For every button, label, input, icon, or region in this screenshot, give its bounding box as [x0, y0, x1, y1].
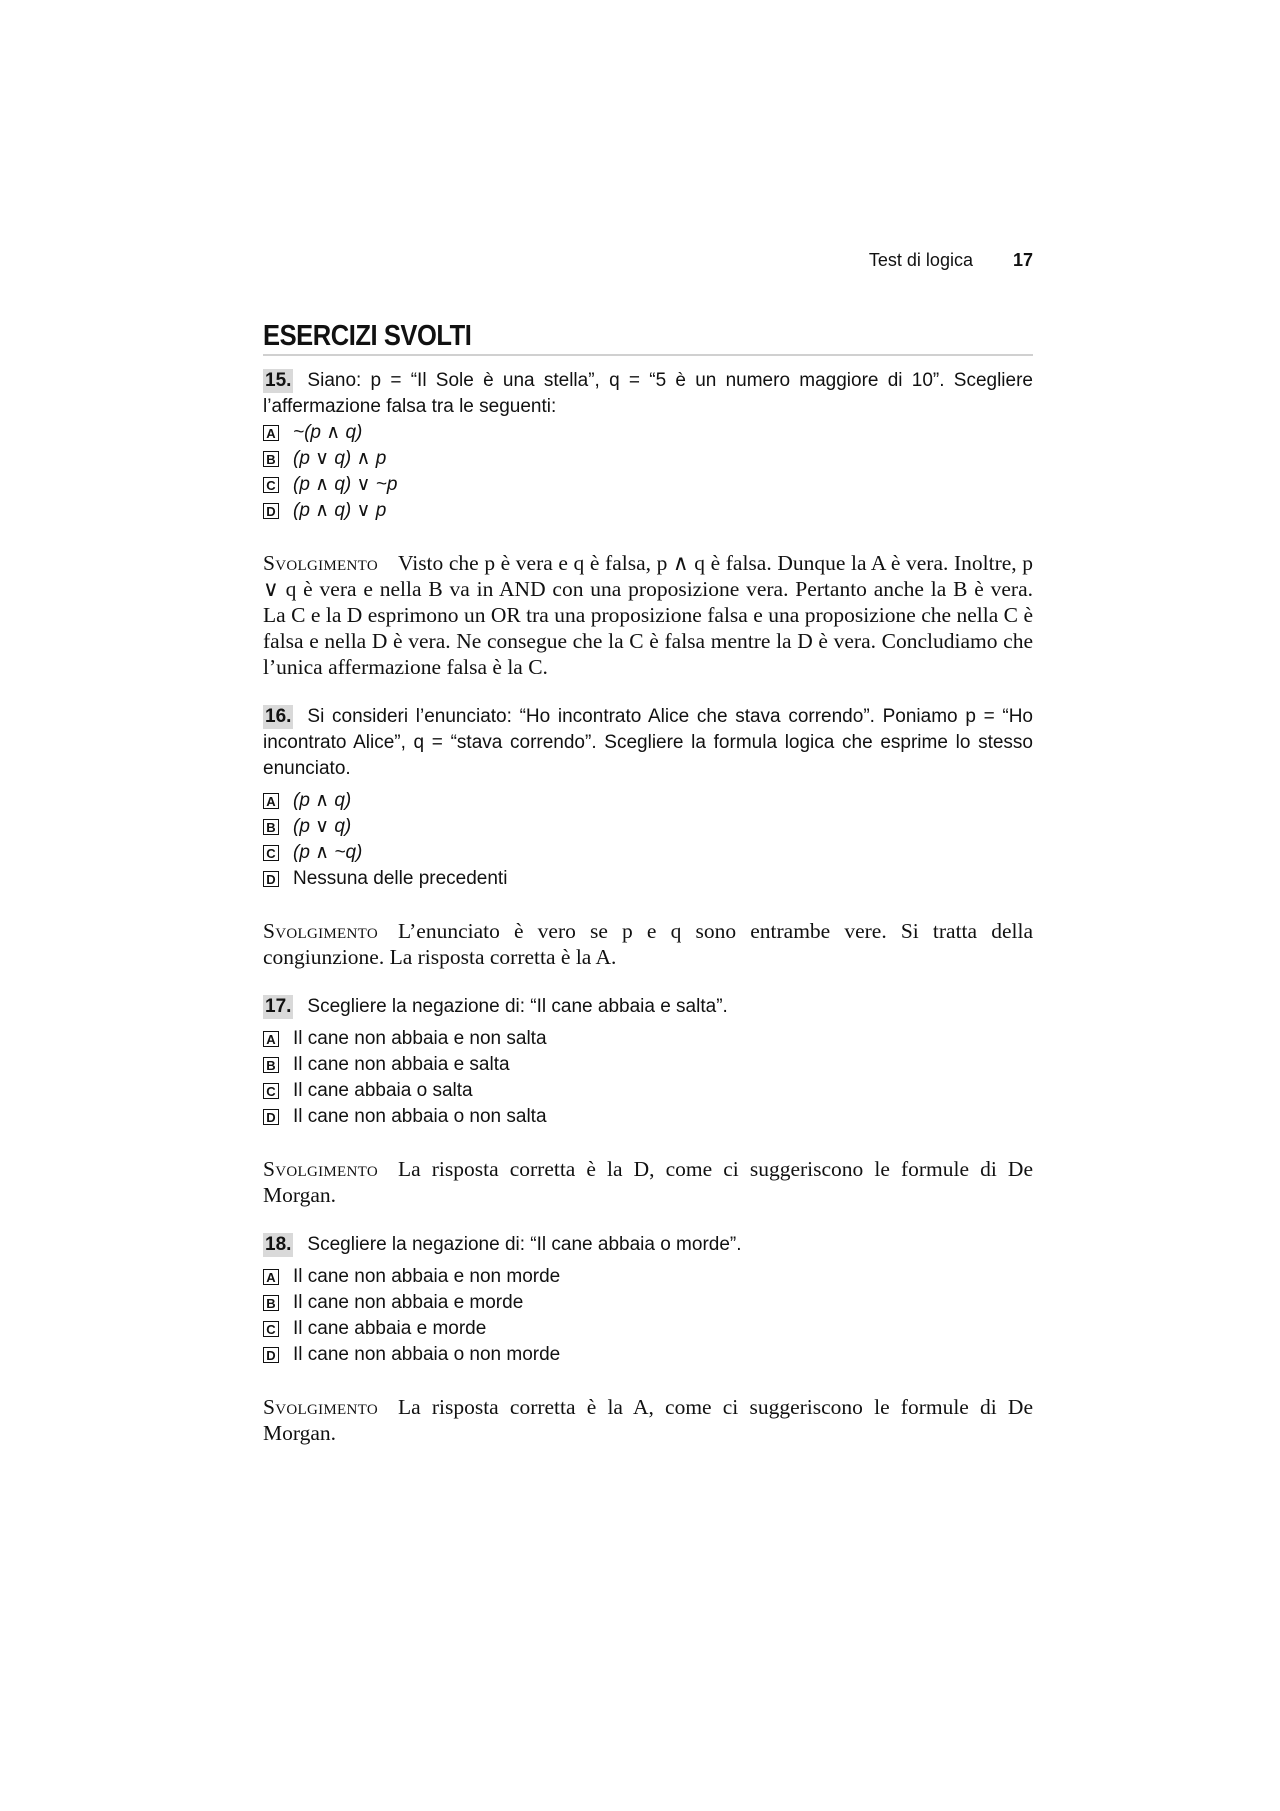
- question-text: Scegliere la negazione di: “Il cane abbaia o morde”.: [307, 1234, 742, 1255]
- solution: [263, 1156, 1033, 1208]
- exercise-15: [263, 368, 1033, 680]
- solution-label: Svolgimento: [263, 1157, 378, 1181]
- option-letter: C: [263, 845, 279, 861]
- options-list: [263, 788, 1033, 892]
- option-text: ~(p ∧ q): [293, 422, 363, 443]
- option-letter: C: [263, 1321, 279, 1337]
- option-text: Il cane non abbaia e non morde: [293, 1266, 561, 1287]
- solution-label: Svolgimento: [263, 1395, 378, 1419]
- section-title: ESERCIZI SVOLTI: [263, 320, 472, 352]
- question-number: 15.: [265, 370, 292, 391]
- option-a: [263, 788, 1033, 814]
- option-text: (p ∨ q): [293, 816, 352, 837]
- option-letter: B: [263, 819, 279, 835]
- page-number: 17: [1012, 250, 1033, 270]
- option-letter: B: [263, 1295, 279, 1311]
- option-text: (p ∧ ~q): [293, 842, 363, 863]
- question-number: 16.: [265, 706, 292, 727]
- option-text: (p ∧ q) ∨ ~p: [293, 474, 398, 495]
- option-letter: D: [263, 871, 279, 887]
- solution-label: Svolgimento: [263, 919, 378, 943]
- option-text: Il cane non abbaia e salta: [293, 1054, 510, 1075]
- option-letter: A: [263, 793, 279, 809]
- option-d: [263, 498, 1033, 524]
- option-text: Il cane abbaia e morde: [293, 1318, 487, 1339]
- question: [263, 994, 1033, 1020]
- option-c: [263, 472, 1033, 498]
- solution: [263, 1394, 1033, 1446]
- question-text: Scegliere la negazione di: “Il cane abbaia e salta”.: [307, 996, 728, 1017]
- options-list: [263, 1264, 1033, 1368]
- exercise-17: [263, 994, 1033, 1208]
- option-letter: D: [263, 1347, 279, 1363]
- solution: [263, 550, 1033, 680]
- question: [263, 368, 1033, 420]
- solution-text: L’enunciato è vero se p e q sono entrambe vere. Si tratta della congiunzione. La risposta corretta è la A.: [263, 919, 1033, 969]
- option-a: [263, 1026, 1033, 1052]
- option-text: Il cane non abbaia o non morde: [293, 1344, 561, 1365]
- question-number: 18.: [265, 1234, 292, 1255]
- option-text: Il cane non abbaia e non salta: [293, 1028, 547, 1049]
- solution-text: Visto che p è vera e q è falsa, p ∧ q è falsa. Dunque la A è vera. Inoltre, p ∨ q è vera e nella B va in AND con una proposizione vera. Pertanto anche la B è vera. La C e la D esprimono un OR tra una proposizione falsa e una proposizione che nella C è falsa e nella D è vera. Ne consegue che la C è falsa mentre la D è vera. Concludiamo che l’unica affermazione falsa è la C.: [263, 551, 1033, 679]
- solution-text: La risposta corretta è la D, come ci suggeriscono le formule di De Morgan.: [263, 1157, 1033, 1207]
- exercise-16: [263, 704, 1033, 970]
- exercises: [263, 368, 1033, 1446]
- page: [263, 0, 1033, 1811]
- option-letter: C: [263, 477, 279, 493]
- running-title: Test di logica: [868, 250, 973, 270]
- title-divider: [263, 354, 1033, 356]
- option-c: [263, 1078, 1033, 1104]
- solution: [263, 918, 1033, 970]
- option-letter: B: [263, 451, 279, 467]
- exercise-18: [263, 1232, 1033, 1446]
- option-letter: D: [263, 503, 279, 519]
- option-d: [263, 1342, 1033, 1368]
- option-text: Il cane abbaia o salta: [293, 1080, 473, 1101]
- option-b: [263, 1052, 1033, 1078]
- running-header: [869, 250, 1033, 271]
- option-letter: B: [263, 1057, 279, 1073]
- option-text: (p ∨ q) ∧ p: [293, 448, 387, 469]
- option-c: [263, 1316, 1033, 1342]
- option-d: [263, 866, 1033, 892]
- solution-text: La risposta corretta è la A, come ci suggeriscono le formule di De Morgan.: [263, 1395, 1033, 1445]
- option-c: [263, 840, 1033, 866]
- option-text: (p ∧ q) ∨ p: [293, 500, 387, 521]
- options-list: [263, 1026, 1033, 1130]
- option-letter: C: [263, 1083, 279, 1099]
- option-a: [263, 1264, 1033, 1290]
- option-letter: A: [263, 425, 279, 441]
- option-b: [263, 1290, 1033, 1316]
- option-text: Il cane non abbaia e morde: [293, 1292, 524, 1313]
- option-text: Il cane non abbaia o non salta: [293, 1106, 547, 1127]
- option-letter: D: [263, 1109, 279, 1125]
- option-d: [263, 1104, 1033, 1130]
- options-list: [263, 420, 1033, 524]
- question-number: 17.: [265, 996, 292, 1017]
- option-text: Nessuna delle precedenti: [293, 868, 508, 889]
- option-letter: A: [263, 1031, 279, 1047]
- option-b: [263, 814, 1033, 840]
- question-text: Si consideri l’enunciato: “Ho incontrato Alice che stava correndo”. Poniamo p = “Ho incontrato Alice”, q = “stava correndo”. Scegliere la formula logica che esprime lo stesso enunciato.: [263, 706, 1033, 779]
- option-letter: A: [263, 1269, 279, 1285]
- option-text: (p ∧ q): [293, 790, 352, 811]
- question: [263, 704, 1033, 782]
- solution-label: Svolgimento: [263, 551, 378, 575]
- option-b: [263, 446, 1033, 472]
- option-a: [263, 420, 1033, 446]
- question: [263, 1232, 1033, 1258]
- question-text: Siano: p = “Il Sole è una stella”, q = “5 è un numero maggiore di 10”. Scegliere l’affermazione falsa tra le seguenti:: [263, 370, 1033, 417]
